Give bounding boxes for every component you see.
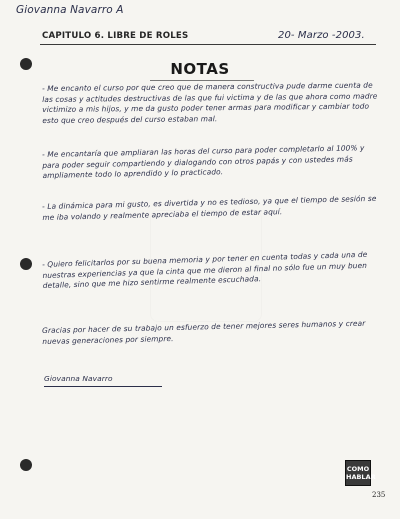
binder-hole-icon	[20, 258, 32, 270]
note-paragraph-2: - Me encantaría que ampliaran las horas del curso para poder completarlo al 100% y para poder seguir compartiendo y dialogando con otros papás y con ustedes más ampliamente todo lo aprendido y lo practicado.	[42, 143, 365, 181]
title-underline	[150, 80, 254, 81]
note-paragraph-3: - La dinámica para mi gusto, es divertida y no es tedioso, ya que el tiempo de sesión se me iba volando y realmente apreciaba el tiempo de estar aquí.	[42, 193, 377, 222]
publisher-logo: COMO HABLAR	[345, 460, 371, 486]
note-paragraph-4: - Quiero felicitarlos por su buena memoria y por tener en cuenta todas y cada una de nuestras experiencias ya que la cinta que me dieron al final no sólo fue un muy buen detalle, sino que me hizo sentirme realmente escuchada.	[42, 249, 368, 291]
handwritten-date: 20- Marzo -2003.	[278, 30, 365, 41]
header-rule	[40, 44, 376, 45]
page-title: NOTAS	[170, 60, 230, 78]
note-paragraph-5: Gracias por hacer de su trabajo un esfuerzo de tener mejores seres humanos y crear nuevas generaciones por siempre.	[42, 318, 366, 346]
chapter-heading: CAPITULO 6. LIBRE DE ROLES	[42, 31, 189, 41]
signature: Giovanna Navarro	[44, 374, 113, 383]
student-name: Giovanna Navarro A	[16, 4, 124, 16]
note-paragraph-1: - Me encanto el curso por que creo que de manera constructiva pude darme cuenta de las cosas y actitudes destructivas de las que fui victima y de las que ahora como madre victimizo a mis hijos, y me da gusto poder tener armas para modificar y cambiar todo esto que creo después del curso estaban mal.	[42, 80, 378, 125]
signature-underline	[44, 386, 162, 387]
binder-hole-icon	[20, 459, 32, 471]
page-number: 235	[372, 491, 386, 499]
